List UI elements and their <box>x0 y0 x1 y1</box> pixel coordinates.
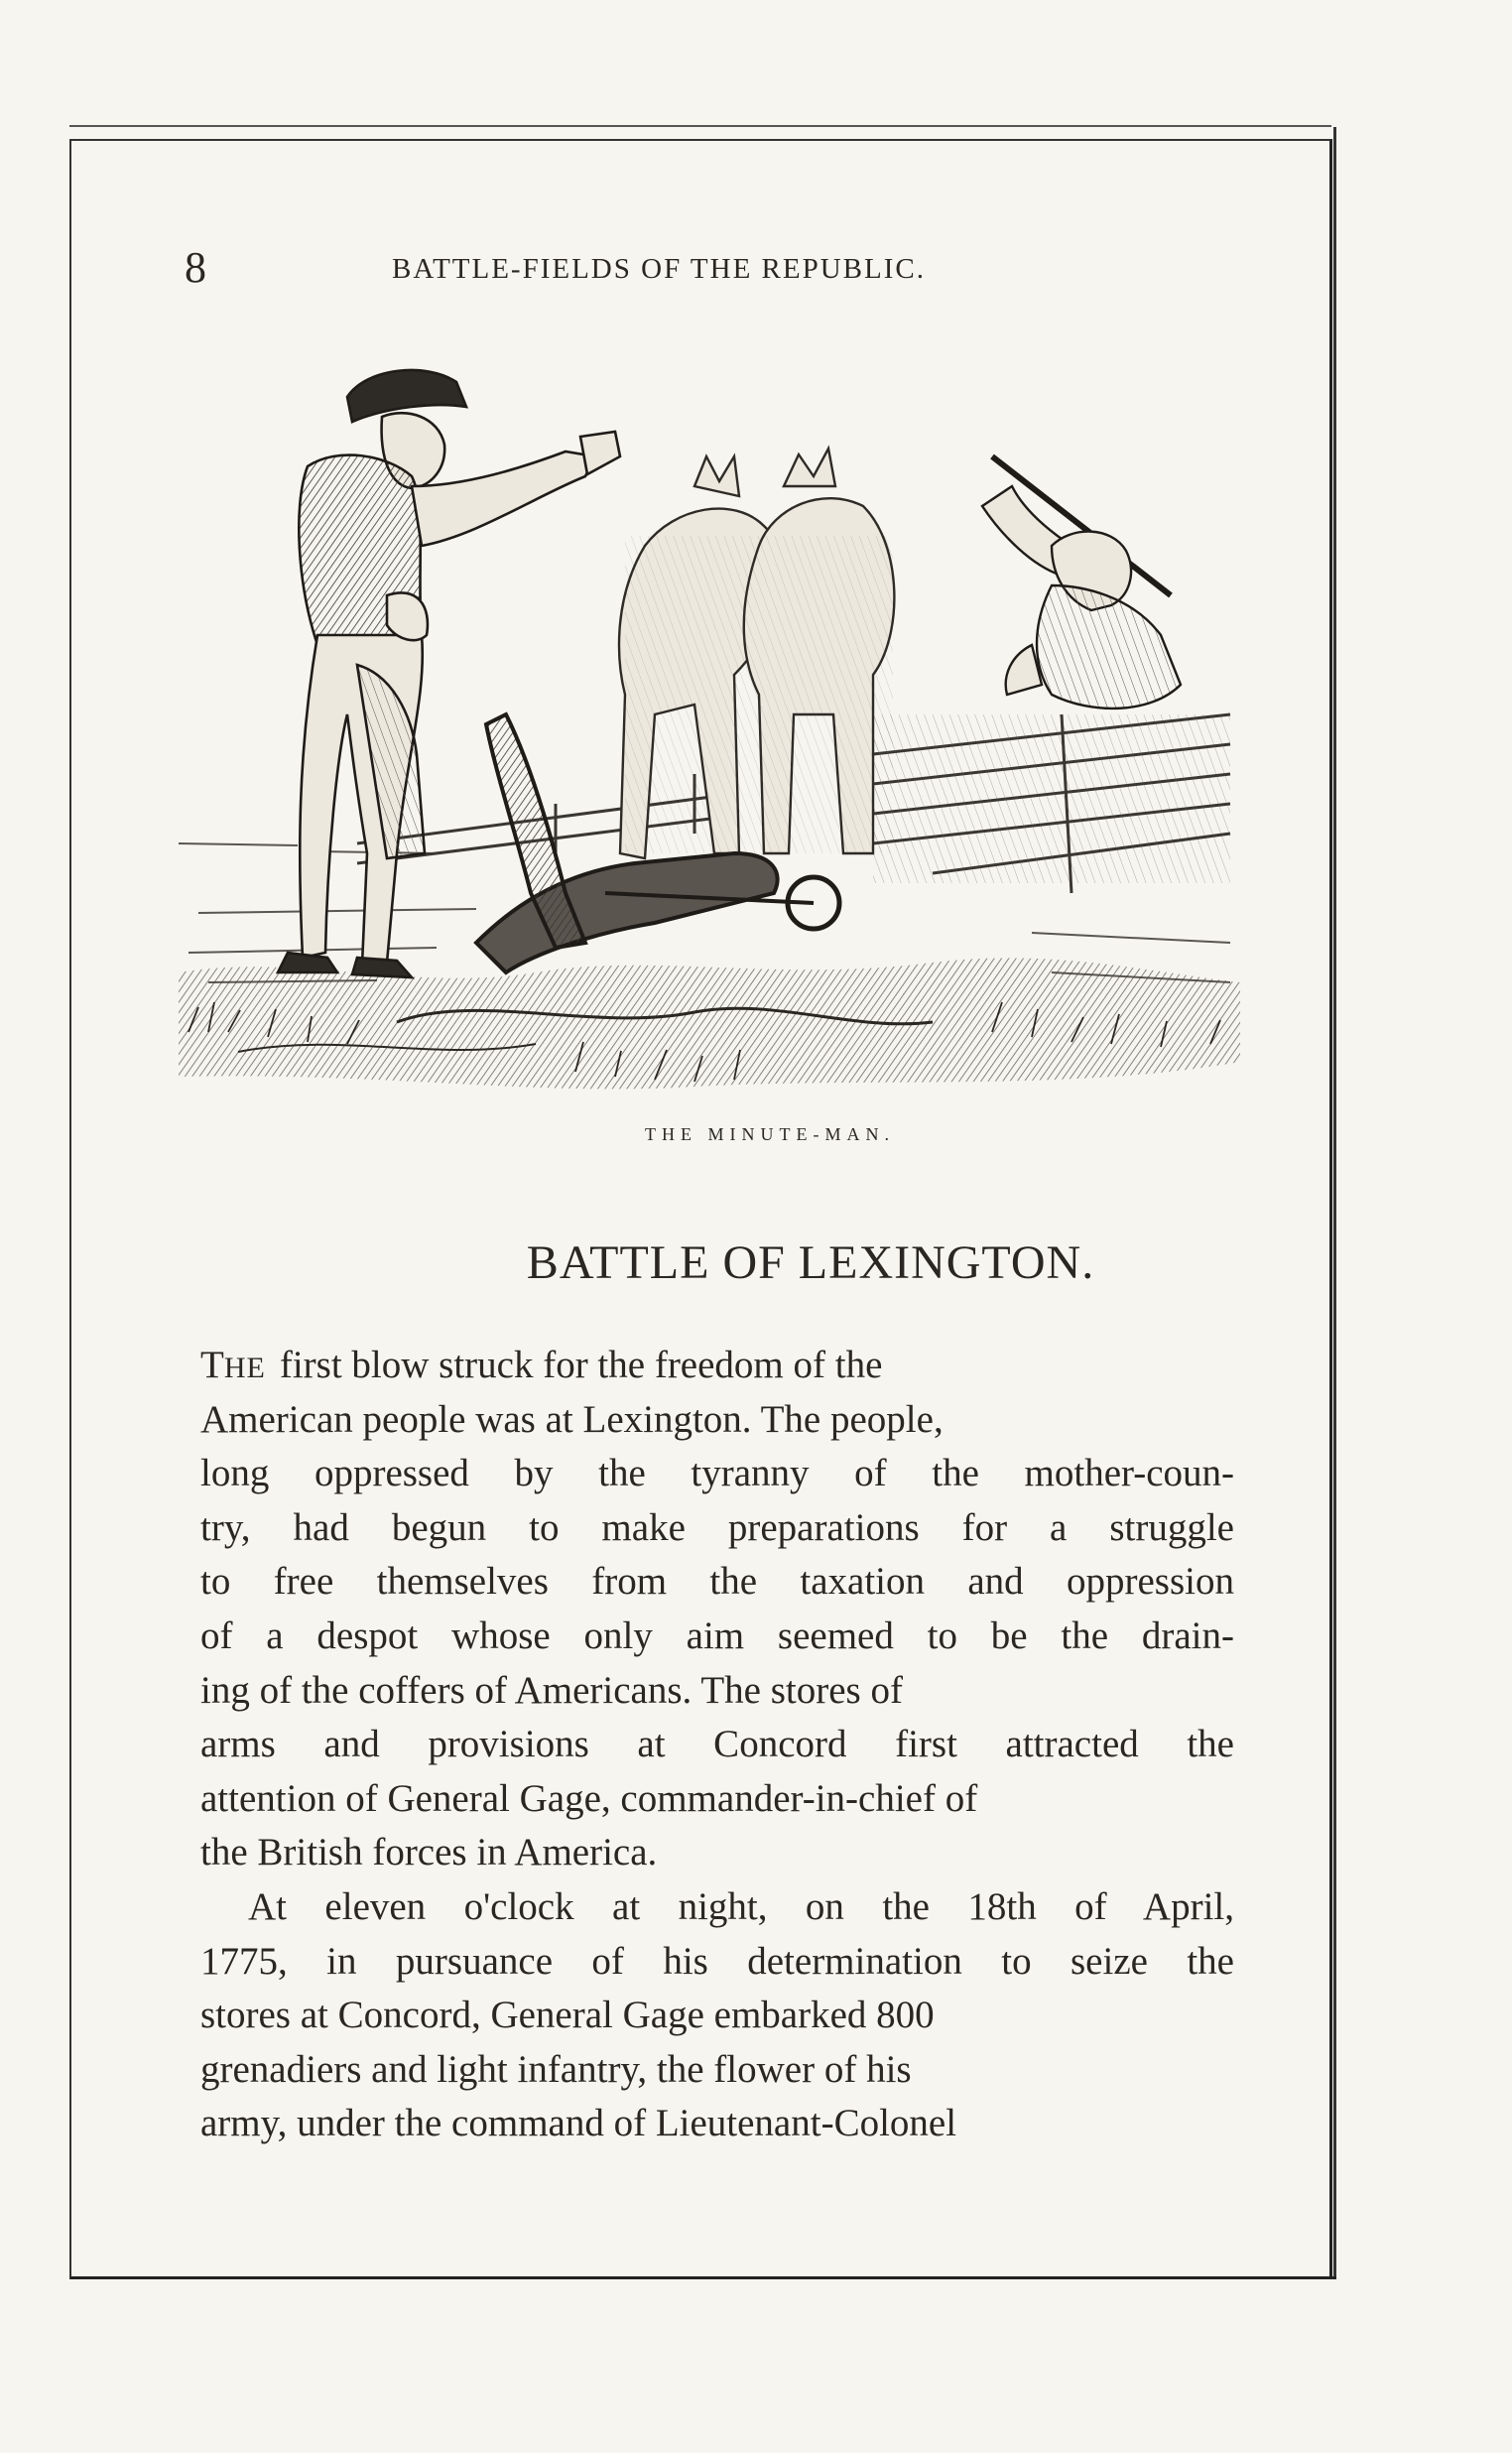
boy-with-musket <box>982 456 1181 709</box>
minute-man-engraving <box>179 337 1240 1101</box>
frame-right-rule <box>1333 127 1336 2278</box>
section-title <box>0 1228 1512 1298</box>
lead-capital: T <box>200 1344 224 1386</box>
text-line <box>200 1772 1234 1827</box>
page-number: 8 <box>185 243 206 292</box>
text-line <box>200 1610 1234 1664</box>
line-text: the British forces in America. <box>200 1831 658 1874</box>
running-head <box>0 238 1512 298</box>
text-line <box>200 1826 1234 1880</box>
text-line <box>200 1393 1234 1448</box>
caption-text: THE MINUTE-MAN. <box>645 1124 895 1144</box>
text-line <box>200 1989 1234 2043</box>
lead-word <box>200 1339 266 1393</box>
illustration-caption <box>0 1119 1512 1149</box>
lead-small-caps: HE <box>223 1352 266 1384</box>
line-text: to free themselves from the taxation and oppression <box>200 1560 1234 1604</box>
text-line <box>200 1718 1234 1772</box>
text-line <box>200 2097 1234 2151</box>
line-text: grenadiers and light infantry, the flower of his <box>200 2047 912 2091</box>
line-text: At eleven o'clock at night, on the 18th of April, <box>248 1884 1234 1928</box>
section-title-text: BATTLE OF LEXINGTON. <box>526 1236 1095 1289</box>
text-line <box>200 1339 1234 1393</box>
text-line <box>200 1880 1234 1935</box>
line-text: of a despot whose only aim seemed to be the drain- <box>200 1614 1234 1657</box>
text-line <box>200 1664 1234 1719</box>
line-text: American people was at Lexington. The people, <box>200 1397 944 1441</box>
line-text: attention of General Gage, commander-in-chief of <box>200 1776 978 1820</box>
text-line <box>200 1935 1234 1990</box>
line-text: try, had begun to make preparations for a struggle <box>200 1505 1234 1549</box>
body-text <box>200 1339 1234 2151</box>
line-text: arms and provisions at Concord first attracted the <box>200 1723 1234 1766</box>
text-line <box>200 1501 1234 1556</box>
line-text: long oppressed by the tyranny of the mother-coun- <box>200 1452 1234 1495</box>
line-text: 1775, in pursuance of his determination to seize the <box>200 1939 1234 1983</box>
text-line <box>200 1555 1234 1610</box>
line-text: army, under the command of Lieutenant-Colonel <box>200 2102 957 2145</box>
line-text: ing of the coffers of Americans. The stores of <box>200 1668 903 1712</box>
text-line <box>200 1447 1234 1501</box>
frame-top-rule <box>69 125 1331 127</box>
line-text: first blow struck for the freedom of the <box>279 1344 883 1386</box>
running-title: BATTLE-FIELDS OF THE REPUBLIC. <box>392 253 926 285</box>
text-line <box>200 2043 1234 2098</box>
line-text: stores at Concord, General Gage embarked 800 <box>200 1994 935 2037</box>
